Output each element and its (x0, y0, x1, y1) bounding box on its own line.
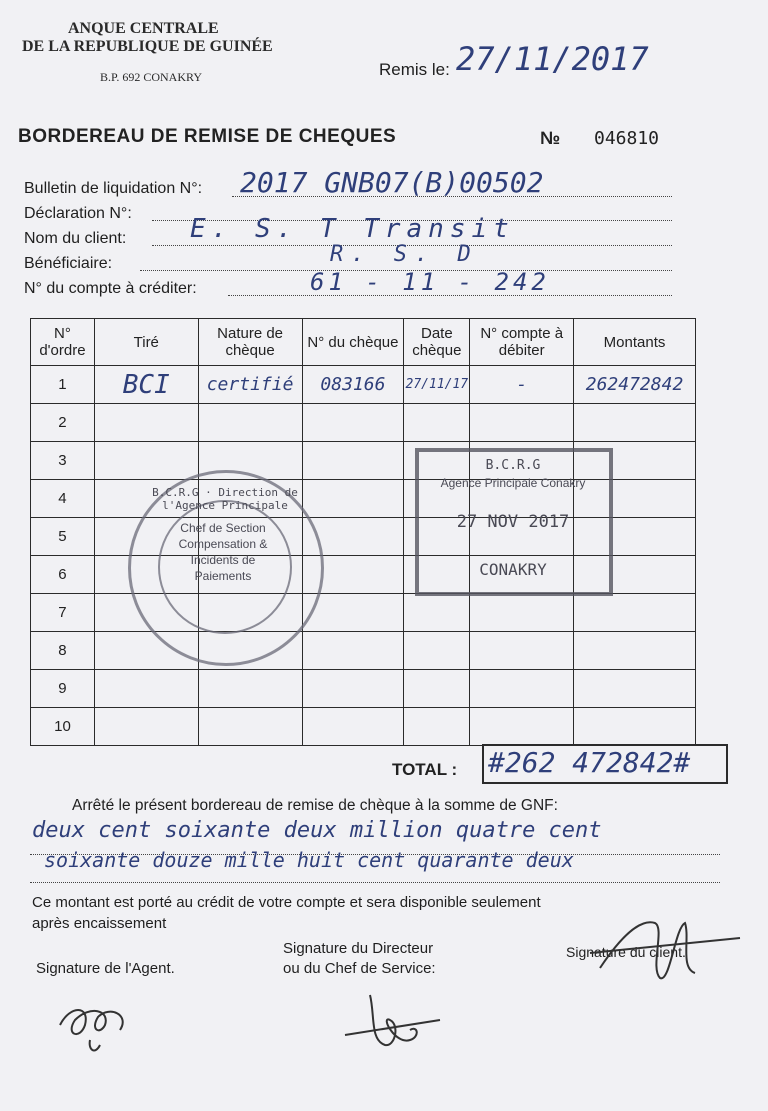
cell-numero (302, 480, 404, 518)
field-label-client: Nom du client: (24, 230, 127, 247)
col-header-nature: Nature de chèque (198, 319, 302, 366)
bank-name-line2: DE LA REPUBLIQUE DE GUINÉE (22, 38, 273, 55)
cell-date: 27/11/17 (404, 366, 470, 404)
cell-compte-debiter (470, 708, 574, 746)
note-line2: après encaissement (32, 915, 167, 932)
cell-ordre: 9 (31, 670, 95, 708)
table-row (31, 708, 696, 746)
signature-client-label: Signature du client. (566, 944, 686, 960)
arrete-text: Arrêté le présent bordereau de remise de chèque à la somme de GNF: (72, 797, 558, 814)
cell-ordre: 5 (31, 518, 95, 556)
cell-ordre: 8 (31, 632, 95, 670)
round-stamp-outer-text: B.C.R.G · Direction de l'Agence Principale (152, 486, 298, 512)
table-row (31, 632, 696, 670)
cell-montant (574, 708, 696, 746)
table-row (31, 670, 696, 708)
bank-address: B.P. 692 CONAKRY (100, 70, 203, 84)
signature-director-label-2: ou du Chef de Service: (283, 960, 436, 977)
round-stamp-inner-text: Chef de Section Compensation & Incidents de Paiements (178, 521, 268, 583)
field-value-client: E. S. T Transit (190, 214, 515, 244)
table-header-row (31, 319, 696, 366)
total-value: #262 472842# (488, 746, 691, 779)
cell-ordre: 7 (31, 594, 95, 632)
cell-tire (94, 708, 198, 746)
cell-date (404, 708, 470, 746)
cell-montant (574, 404, 696, 442)
cell-montant (574, 632, 696, 670)
words-line-2 (30, 880, 720, 883)
cell-ordre: 3 (31, 442, 95, 480)
col-header-montants: Montants (574, 319, 696, 366)
signature-agent-label: Signature de l'Agent. (36, 960, 175, 977)
cell-numero (302, 442, 404, 480)
amount-in-words-line2: soixante douze mille huit cent quarante deux (44, 848, 574, 872)
box-stamp-line1: B.C.R.G (485, 458, 541, 473)
field-label-compte-crediter: N° du compte à créditer: (24, 280, 197, 297)
col-header-compte-debiter: N° compte à débiter (470, 319, 574, 366)
cell-date (404, 632, 470, 670)
cell-montant (574, 670, 696, 708)
cell-nature: certifié (198, 366, 302, 404)
col-header-date: Date chèque (404, 319, 470, 366)
cell-ordre: 2 (31, 404, 95, 442)
table-row (31, 404, 696, 442)
cell-montant: 262472842 (574, 366, 696, 404)
col-header-numero: N° du chèque (302, 319, 404, 366)
cell-nature (198, 404, 302, 442)
col-header-tire: Tiré (94, 319, 198, 366)
cell-nature (198, 670, 302, 708)
cell-tire: BCI (94, 366, 198, 404)
cell-compte-debiter (470, 404, 574, 442)
field-label-beneficiaire: Bénéficiaire: (24, 255, 113, 272)
cell-compte-debiter (470, 632, 574, 670)
signature-director-label-1: Signature du Directeur (283, 940, 434, 957)
remis-le-label: Remis le: (379, 60, 450, 79)
total-label: TOTAL : (392, 760, 458, 779)
cell-numero (302, 404, 404, 442)
table-row (31, 366, 696, 404)
cell-montant (574, 594, 696, 632)
cell-date (404, 594, 470, 632)
document-number: 046810 (594, 128, 660, 149)
col-header-ordre: N° d'ordre (31, 319, 95, 366)
cell-ordre: 1 (31, 366, 95, 404)
remis-le-value: 27/11/2017 (456, 40, 649, 78)
field-label-bulletin: Bulletin de liquidation N°: (24, 180, 203, 197)
box-stamp-city: CONAKRY (479, 560, 547, 579)
box-stamp-date: 27 NOV 2017 (456, 512, 570, 532)
field-label-declaration: Déclaration N°: (24, 205, 132, 222)
cell-ordre: 6 (31, 556, 95, 594)
bank-name-line1: ANQUE CENTRALE (68, 20, 219, 37)
cell-numero (302, 708, 404, 746)
cell-nature (198, 708, 302, 746)
cell-numero: 083166 (302, 366, 404, 404)
cell-numero (302, 670, 404, 708)
cell-numero (302, 632, 404, 670)
field-value-compte-crediter: 61 - 11 - 242 (310, 268, 550, 296)
cell-compte-debiter: - (470, 366, 574, 404)
cell-ordre: 4 (31, 480, 95, 518)
cell-tire (94, 404, 198, 442)
client-signature-scribble (580, 908, 750, 993)
agent-signature-scribble (50, 995, 140, 1065)
document-title: BORDEREAU DE REMISE DE CHEQUES (18, 126, 397, 147)
box-stamp-line2: Agence Principale Conakry (440, 476, 586, 490)
cell-compte-debiter (470, 594, 574, 632)
director-signature-scribble (340, 985, 450, 1060)
cell-date (404, 404, 470, 442)
field-value-beneficiaire: R. S. D (330, 242, 479, 267)
table-row (31, 594, 696, 632)
cell-tire (94, 670, 198, 708)
amount-in-words-line1: deux cent soixante deux million quatre cent (32, 818, 602, 843)
cell-ordre: 10 (31, 708, 95, 746)
document-number-label: № (540, 128, 561, 148)
note-line1: Ce montant est porté au crédit de votre compte et sera disponible seulement (32, 894, 541, 911)
cell-compte-debiter (470, 670, 574, 708)
cell-date (404, 670, 470, 708)
cell-tire (94, 442, 198, 480)
field-value-bulletin: 2017 GNB07(B)00502 (240, 166, 544, 199)
